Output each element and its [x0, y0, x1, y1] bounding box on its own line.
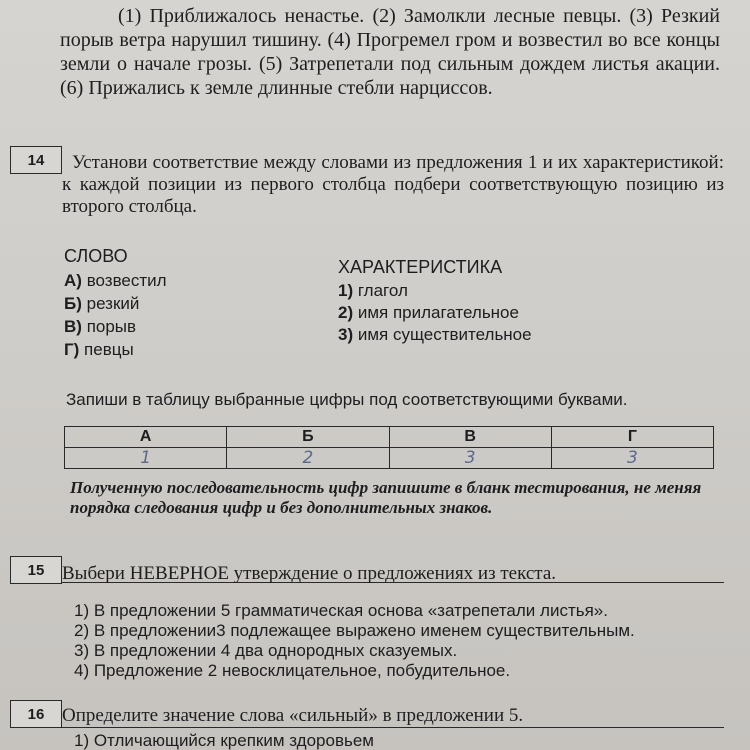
word-column-header: СЛОВО: [64, 246, 128, 266]
question-15-number: 15: [27, 561, 45, 579]
question-14-number: 14: [27, 151, 45, 169]
question-16-option-1[interactable]: 1) Отличающийся крепким здоровьем: [74, 731, 374, 750]
answer-header-a: А: [65, 427, 227, 448]
question-14-text: [62, 152, 724, 218]
word-item-v-text: порыв: [86, 317, 137, 336]
word-item-v: [64, 316, 136, 338]
answer-note-text: Полученную последовательность цифр запишите в бланк тестирования, не меняя порядка следования цифр и без дополнительных знаков.: [70, 478, 702, 517]
source-text-paragraph: (1) Приближалось ненастье. (2) Замолкли лесные певцы. (3) Резкий порыв ветра нарушил тишину. (4) Прогремел гром и возвестил во все концы земли о начале грозы. (5) Затрепетали под сильным дождем листья акации. (6) Прижались к земле длинные стебли нарциссов.: [60, 5, 720, 99]
question-14-prompt: Установи соответствие между словами из предложения 1 и их характеристикой: к каждой позиции из первого столбца подбери соответствующую позицию из второго столбца.: [62, 152, 724, 217]
answer-header-g: Г: [551, 427, 713, 448]
answer-cell-b[interactable]: 2: [227, 448, 389, 469]
question-16-prompt: Определите значение слова «сильный» в предложении 5.: [62, 705, 524, 726]
word-item-b: [64, 293, 139, 315]
characteristic-item-1: [338, 280, 408, 302]
word-item-b-letter: Б): [64, 294, 82, 313]
question-15-option-1[interactable]: 1) В предложении 5 грамматическая основа «затрепетали листья».: [74, 601, 608, 620]
question-15-number-box: [10, 556, 62, 584]
answer-cell-v[interactable]: 3: [389, 448, 551, 469]
answer-table: [64, 426, 714, 469]
source-text: [60, 4, 720, 100]
answer-note: [70, 478, 720, 518]
characteristic-item-1-text: глагол: [357, 281, 408, 300]
answer-header-v: В: [389, 427, 551, 448]
question-16-number: 16: [27, 705, 45, 723]
characteristic-item-3: [338, 324, 532, 346]
word-item-g: [64, 339, 134, 361]
characteristic-item-2: [338, 302, 519, 324]
question-16-divider: [12, 727, 724, 728]
question-15-option-4[interactable]: 4) Предложение 2 невосклицательное, побудительное.: [74, 661, 511, 680]
question-15-prompt: Выбери НЕВЕРНОЕ утверждение о предложениях из текста.: [62, 563, 556, 584]
question-16-number-box: [10, 700, 62, 728]
answer-header-b: Б: [227, 427, 389, 448]
characteristic-item-3-text: имя существительное: [357, 325, 532, 344]
word-item-g-letter: Г): [64, 340, 80, 359]
characteristic-item-2-number: 2): [338, 303, 354, 322]
characteristic-item-3-number: 3): [338, 325, 354, 344]
word-item-b-text: резкий: [86, 294, 140, 313]
word-item-a-text: возвестил: [86, 271, 167, 290]
table-instruction: Запиши в таблицу выбранные цифры под соответствующими буквами.: [66, 390, 628, 409]
word-item-a: [64, 270, 167, 292]
question-15-option-2[interactable]: 2) В предложении3 подлежащее выражено именем существительным.: [74, 621, 635, 640]
answer-cell-g[interactable]: 3: [551, 448, 713, 469]
answer-cell-a[interactable]: 1: [65, 448, 227, 469]
characteristic-item-1-number: 1): [338, 281, 354, 300]
characteristic-item-2-text: имя прилагательное: [357, 303, 519, 322]
word-item-g-text: певцы: [84, 340, 134, 359]
question-15-option-3[interactable]: 3) В предложении 4 два однородных сказуемых.: [74, 641, 458, 660]
answer-table-value-row: [65, 448, 714, 469]
characteristic-column-header: ХАРАКТЕРИСТИКА: [338, 257, 503, 277]
question-14-number-box: [10, 146, 62, 174]
word-item-v-letter: В): [64, 317, 82, 336]
word-item-a-letter: А): [64, 271, 82, 290]
answer-table-header-row: [65, 427, 714, 448]
